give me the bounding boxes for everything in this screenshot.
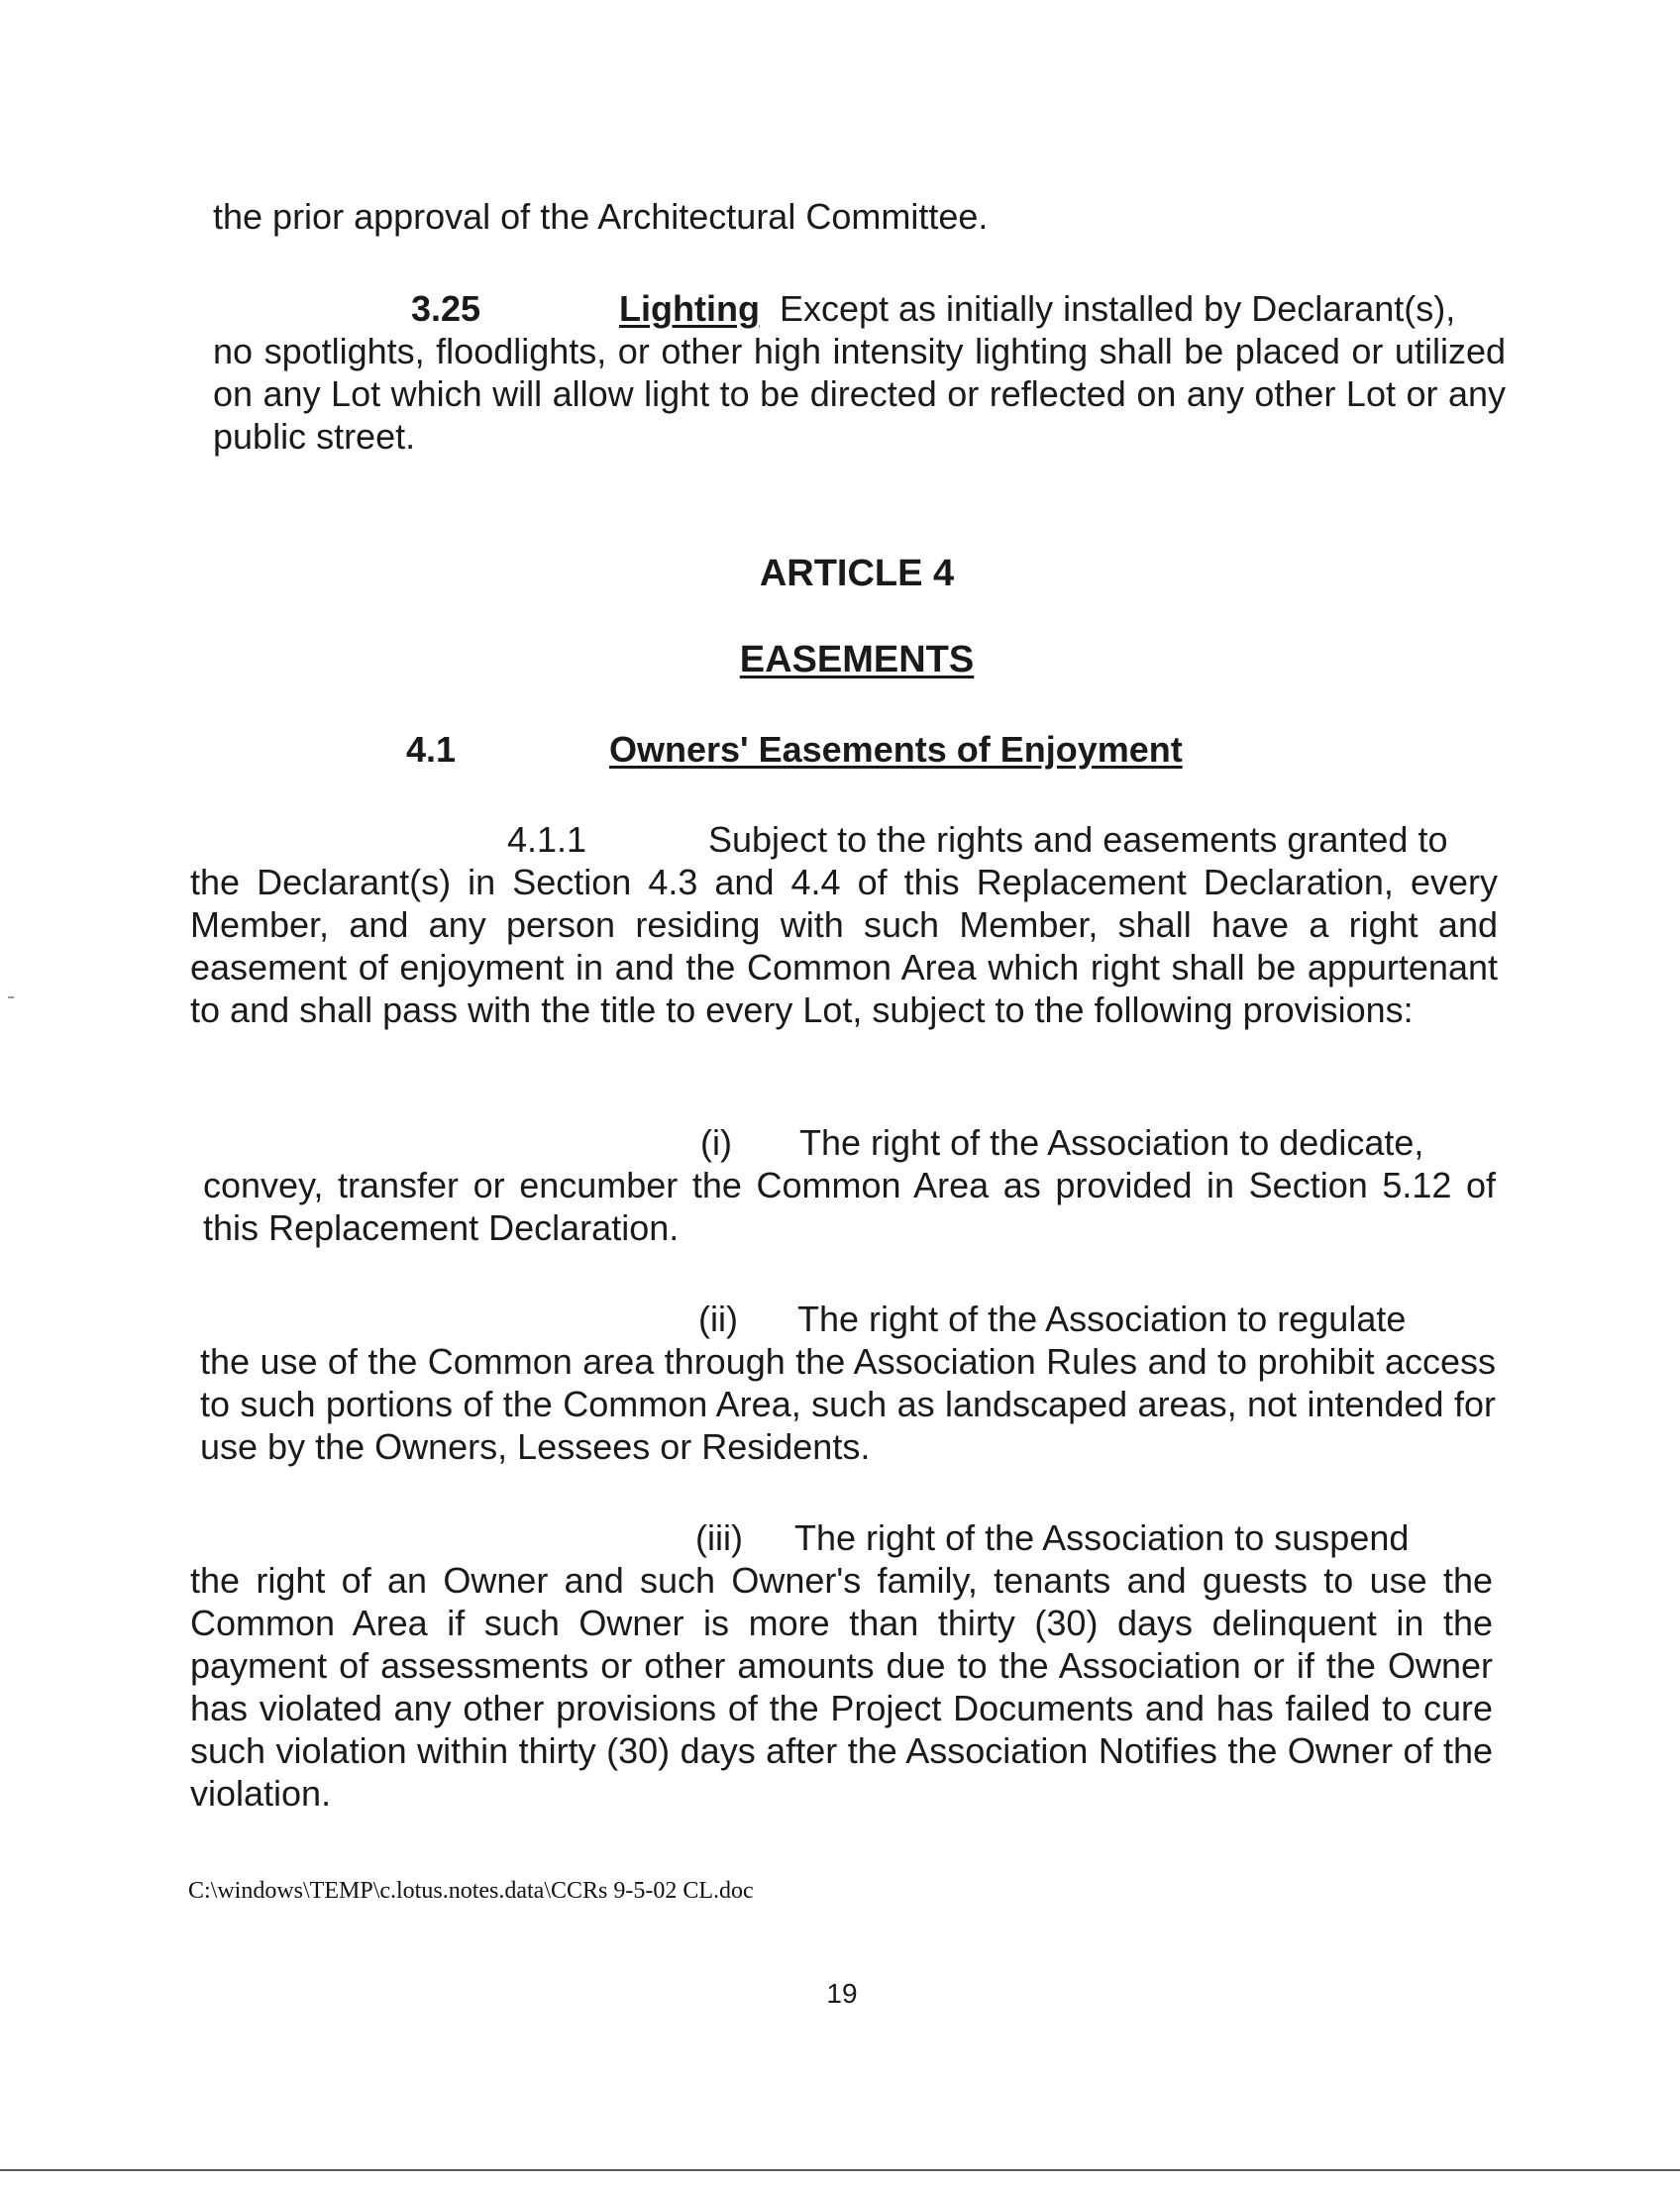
provision-i: [203, 1121, 1496, 1249]
provision-ii: [200, 1298, 1496, 1468]
page-number: 19: [826, 1978, 858, 2009]
section-body: no spotlights, floodlights, or other high intensity lighting shall be placed or utilized on any Lot which will allow light to be directed or reflected on any other Lot or any public street.: [213, 331, 1506, 457]
footer-file-path: C:\windows\TEMP\c.lotus.notes.data\CCRs 9-5-02 CL.doc: [188, 1878, 754, 1904]
section-first-line: Subject to the rights and easements granted to: [708, 819, 1448, 860]
provision-marker: (i): [700, 1122, 732, 1163]
section-heading: Owners' Easements of Enjoyment: [609, 729, 1183, 770]
margin-mark: [8, 996, 14, 998]
provision-marker: (ii): [698, 1299, 738, 1339]
section-4-1-1: [190, 818, 1498, 1031]
section-number: 3.25: [411, 288, 481, 329]
article-name: EASEMENTS: [739, 639, 975, 680]
provision-body: the right of an Owner and such Owner's family, tenants and guests to use the Common Area if such Owner is more than thirty (30) days delinquent in the payment of assessments or other amounts due to the Association or if the Owner has violated any other provisions of the Project Documents and has failed to cure such violation within thirty (30) days after the Association Notifies the Owner of the violation.: [190, 1560, 1493, 1814]
section-body: the Declarant(s) in Section 4.3 and 4.4 of this Replacement Declaration, every Member, and any person residing with such Member, shall have a right and easement of enjoyment in and the Common Area which right shall be appurtenant to and shall pass with the title to every Lot, subject to the following provisions:: [190, 862, 1498, 1030]
provision-iii: [190, 1516, 1493, 1815]
provision-first-line: The right of the Association to dedicate,: [799, 1122, 1424, 1163]
section-4-1-heading: [406, 729, 1183, 771]
section-number: 4.1: [406, 729, 457, 770]
section-first-line: Except as initially installed by Declarant(s),: [779, 288, 1456, 329]
section-number: 4.1.1: [507, 819, 587, 860]
provision-marker: (iii): [695, 1517, 743, 1558]
section-3-25: [213, 287, 1506, 458]
continuation-text: the prior approval of the Architectural Committee.: [213, 196, 989, 237]
provision-body: the use of the Common area through the Association Rules and to prohibit access to such portions of the Common Area, such as landscaped areas, not intended for use by the Owners, Lessees or Residents.: [200, 1341, 1496, 1467]
provision-first-line: The right of the Association to suspend: [794, 1517, 1410, 1558]
provision-body: convey, transfer or encumber the Common Area as provided in Section 5.12 of this Replacement Declaration.: [203, 1165, 1496, 1248]
section-heading: Lighting: [619, 288, 760, 329]
bottom-rule: [0, 2169, 1680, 2171]
article-title: ARTICLE 4: [759, 553, 955, 594]
provision-first-line: The right of the Association to regulate: [797, 1299, 1407, 1339]
